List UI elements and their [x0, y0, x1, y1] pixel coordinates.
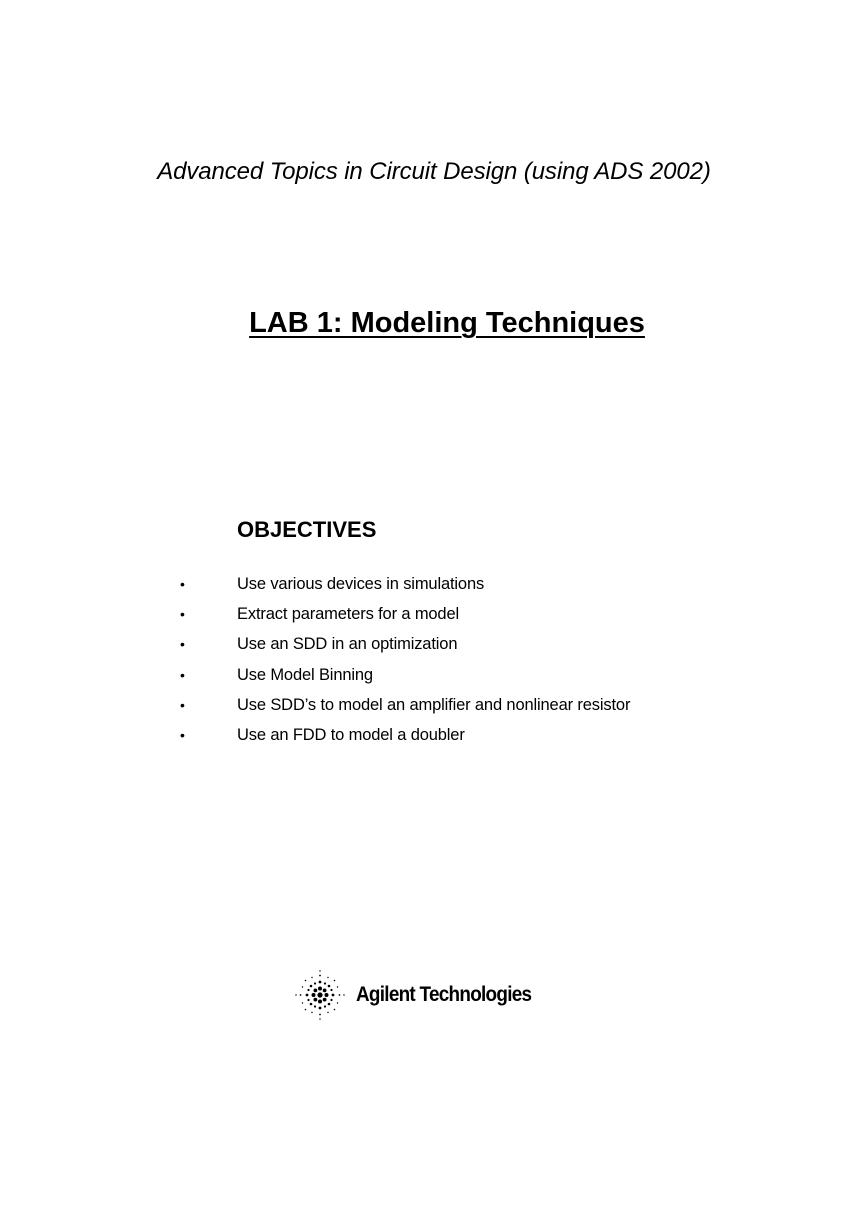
objective-text: Use an SDD in an optimization	[237, 635, 458, 654]
objective-item	[0, 693, 868, 723]
objective-text: Use Model Binning	[237, 665, 373, 684]
objectives-heading: OBJECTIVES	[237, 517, 377, 542]
objective-item	[0, 723, 868, 753]
document-subtitle: Advanced Topics in Circuit Design (using ADS 2002)	[157, 158, 711, 185]
company-name: Agilent Technologies	[356, 983, 532, 1006]
objective-text: Use various devices in simulations	[237, 575, 485, 593]
bullet-icon: •	[180, 696, 185, 713]
objective-text: Use SDD’s to model an amplifier and nonlinear resistor	[237, 695, 631, 714]
bullet-icon: •	[180, 636, 185, 653]
bullet-icon: •	[180, 726, 185, 743]
lab-title-text: LAB 1: Modeling Techniques	[249, 307, 645, 339]
company-logo	[294, 968, 551, 1022]
objective-text: Extract parameters for a model	[237, 605, 460, 624]
objective-item	[0, 602, 868, 632]
objectives-list	[0, 572, 868, 753]
bullet-icon: •	[180, 576, 185, 592]
lab-title	[0, 304, 868, 342]
objective-item	[0, 663, 868, 693]
bullet-icon: •	[180, 666, 185, 683]
objective-item	[0, 632, 868, 662]
bullet-icon: •	[180, 606, 185, 623]
agilent-spark-icon	[294, 969, 346, 1021]
objective-item	[0, 572, 868, 602]
objective-text: Use an FDD to model a doubler	[237, 725, 465, 744]
